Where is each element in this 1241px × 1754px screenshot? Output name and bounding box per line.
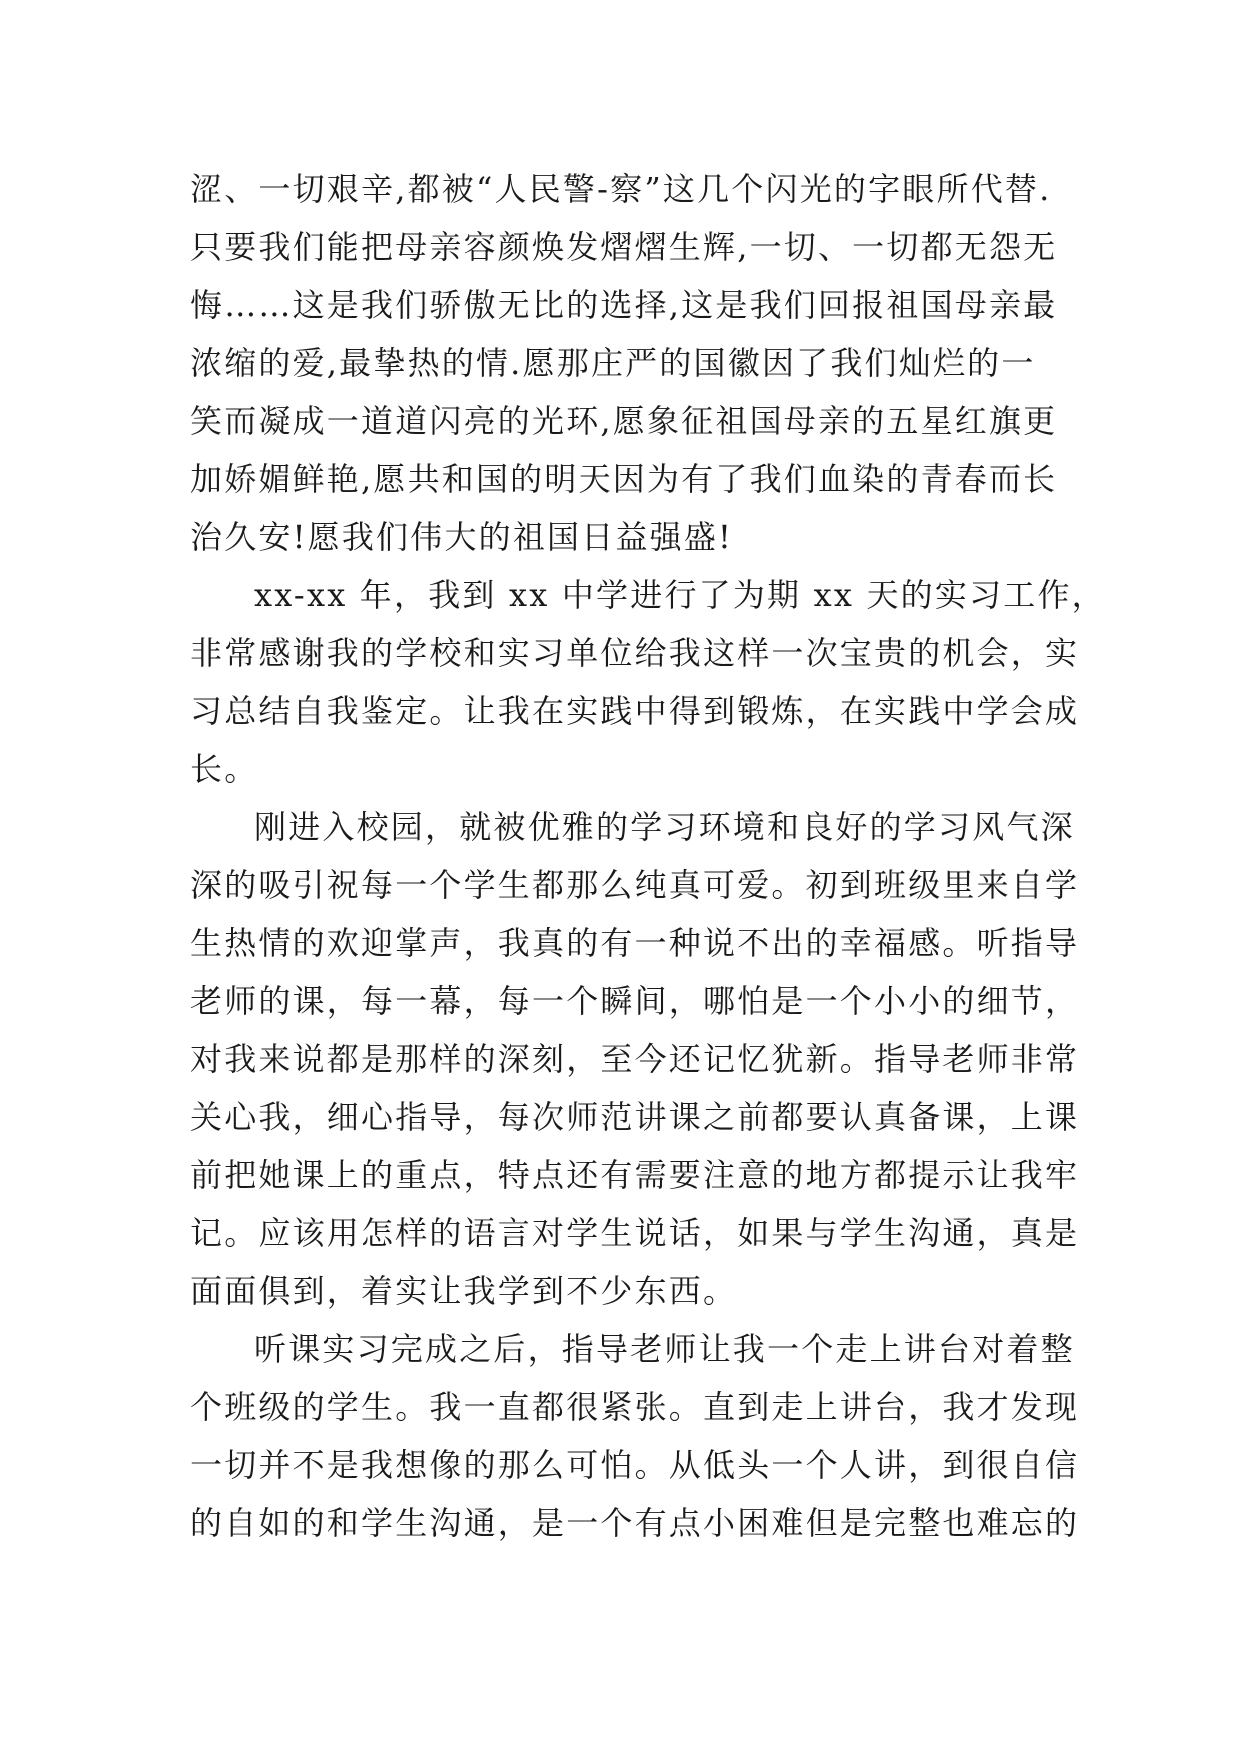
text-line: 笑而凝成一道道闪亮的光环,愿象征祖国母亲的五星红旗更 xyxy=(190,402,1058,440)
text-line: 深的吸引祝每一个学生都那么纯真可爱。初到班级里来自学 xyxy=(190,866,1080,904)
text-line: 生热情的欢迎掌声，我真的有一种说不出的幸福感。听指导 xyxy=(190,924,1080,962)
text-line: 非常感谢我的学校和实习单位给我这样一次宝贵的机会，实 xyxy=(190,634,1080,672)
text-line: 涩、一切艰辛,都被“人民警-察”这几个闪光的字眼所代替. xyxy=(190,170,1052,208)
text-line: 关心我，细心指导，每次师范讲课之前都要认真备课，上课 xyxy=(190,1098,1080,1136)
text-line: 记。应该用怎样的语言对学生说话，如果与学生沟通，真是 xyxy=(190,1214,1080,1252)
text-line: 前把她课上的重点，特点还有需要注意的地方都提示让我牢 xyxy=(190,1156,1080,1194)
paragraph-first-line: xx-xx 年，我到 xx 中学进行了为期 xx 天的实习工作， xyxy=(254,576,1106,614)
text-line: 老师的课，每一幕，每一个瞬间，哪怕是一个小小的细节， xyxy=(190,982,1080,1020)
paragraph-first-line: 听课实习完成之后，指导老师让我一个走上讲台对着整 xyxy=(254,1330,1075,1368)
text-line: 一切并不是我想像的那么可怕。从低头一个人讲，到很自信 xyxy=(190,1446,1080,1484)
text-line: 治久安!愿我们伟大的祖国日益强盛! xyxy=(190,518,734,556)
text-line: 对我来说都是那样的深刻，至今还记忆犹新。指导老师非常 xyxy=(190,1040,1080,1078)
text-line: 的自如的和学生沟通，是一个有点小困难但是完整也难忘的 xyxy=(190,1504,1080,1542)
body-text xyxy=(190,160,1106,1552)
text-line: 个班级的学生。我一直都很紧张。直到走上讲台，我才发现 xyxy=(190,1388,1080,1426)
text-line: 悔……这是我们骄傲无比的选择,这是我们回报祖国母亲最 xyxy=(190,286,1058,324)
text-line: 长。 xyxy=(190,750,259,788)
text-line: 加娇媚鲜艳,愿共和国的明天因为有了我们血染的青春而长 xyxy=(190,460,1058,498)
text-line: 浓缩的爱,最挚热的情.愿那庄严的国徽因了我们灿烂的一 xyxy=(190,344,1036,382)
text-line: 面面俱到，着实让我学到不少东西。 xyxy=(190,1272,738,1310)
text-line: 只要我们能把母亲容颜焕发熠熠生辉,一切、一切都无怨无 xyxy=(190,228,1058,266)
paragraph-first-line: 刚进入校园，就被优雅的学习环境和良好的学习风气深 xyxy=(254,808,1075,846)
text-line: 习总结自我鉴定。让我在实践中得到锻炼，在实践中学会成 xyxy=(190,692,1080,730)
